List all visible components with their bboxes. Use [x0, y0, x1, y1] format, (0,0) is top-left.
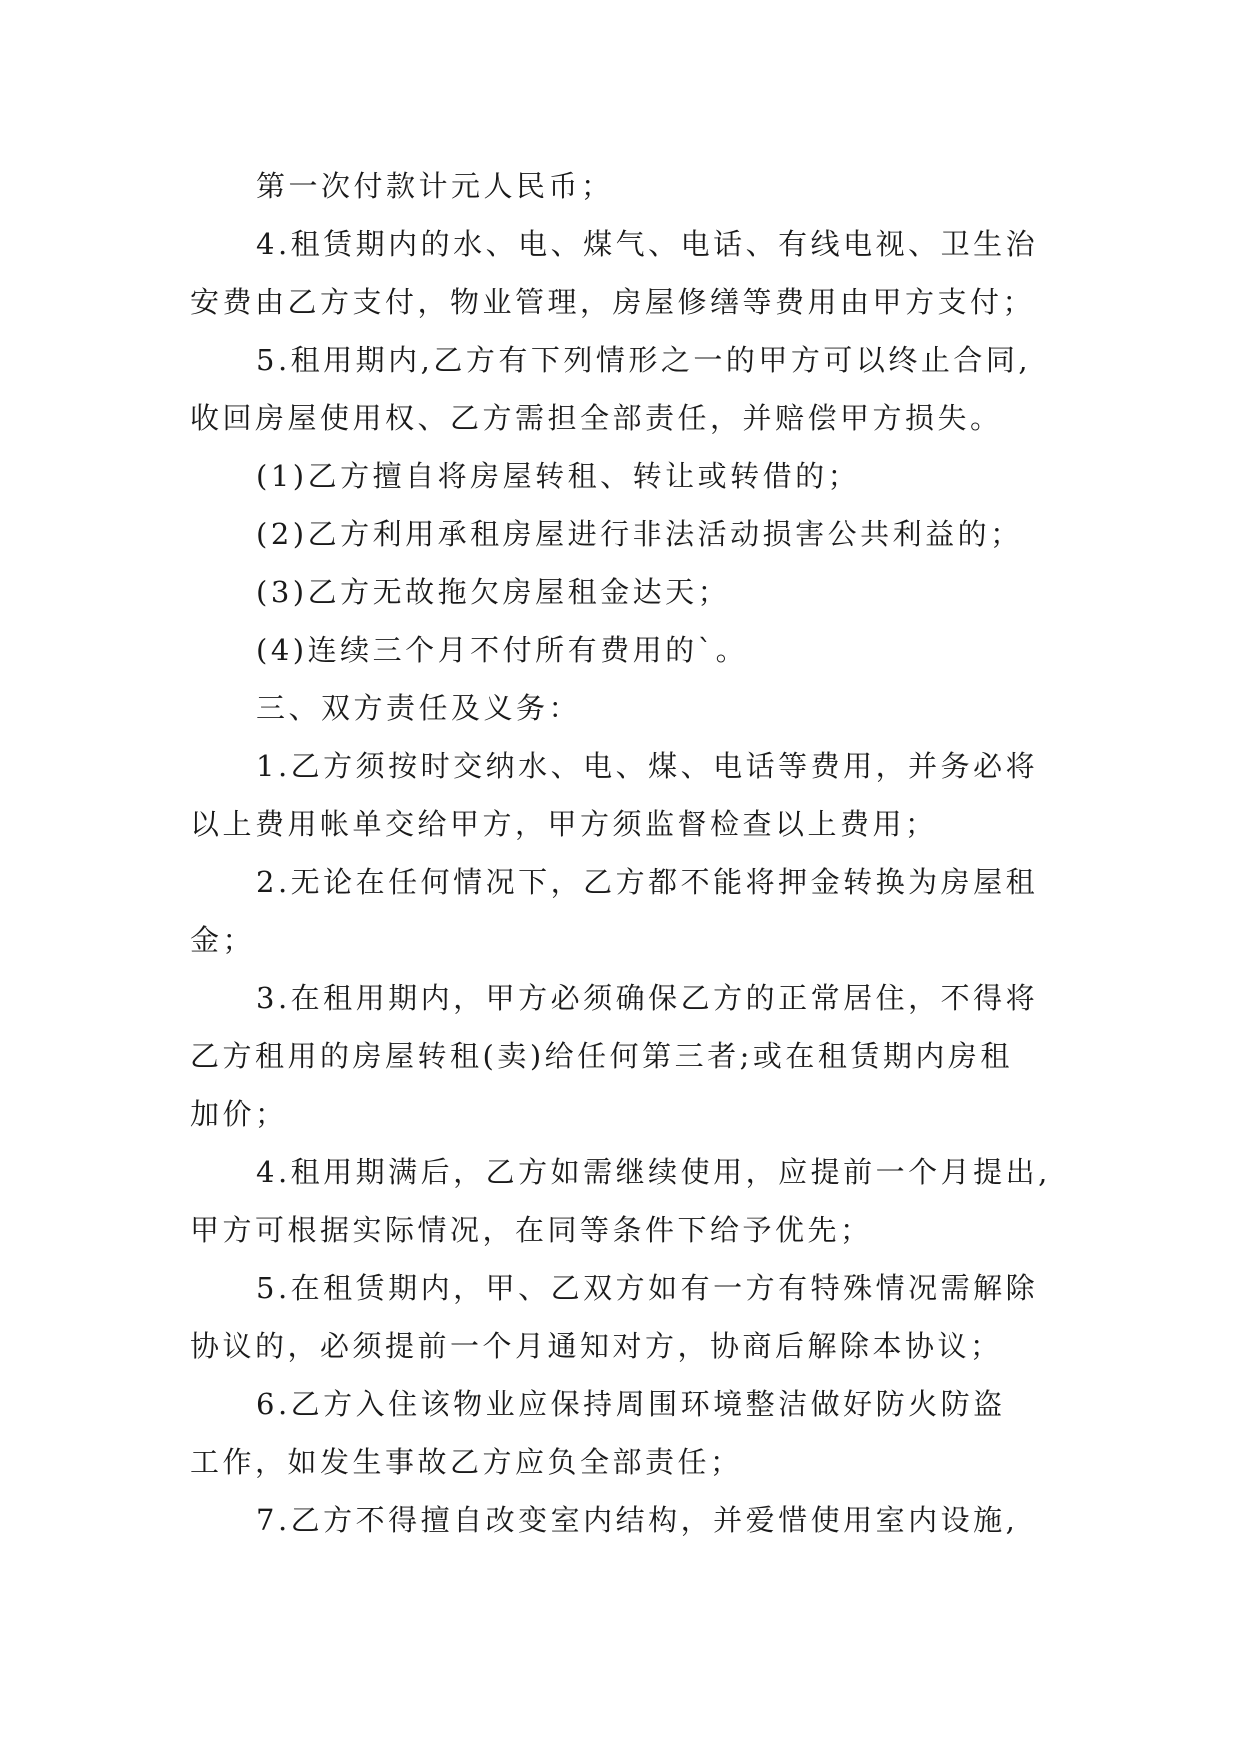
text-line: 7.乙方不得擅自改变室内结构，并爱惜使用室内设施, — [256, 1503, 1019, 1537]
text-line: 安费由乙方支付，物业管理，房屋修缮等费用由甲方支付； — [190, 285, 1036, 319]
text-line: 第一次付款计元人民币； — [256, 169, 614, 203]
text-line: 1.乙方须按时交纳水、电、煤、电话等费用，并务必将 — [256, 749, 1039, 783]
text-line: 以上费用帐单交给甲方，甲方须监督检查以上费用； — [190, 807, 938, 841]
text-line: 甲方可根据实际情况，在同等条件下给予优先； — [190, 1213, 873, 1247]
paragraph-item-4-fees — [190, 215, 1052, 331]
paragraph-duty-4 — [190, 1143, 1052, 1259]
paragraph-sub-2 — [190, 505, 1052, 563]
paragraph-duty-1 — [190, 737, 1052, 853]
text-line: 加价； — [190, 1097, 288, 1131]
text-line: (3)乙方无故拖欠房屋租金达天； — [256, 575, 731, 609]
text-line: 工作，如发生事故乙方应负全部责任； — [190, 1445, 743, 1479]
text-line: 三、双方责任及义务： — [256, 691, 582, 725]
text-line: 协议的，必须提前一个月通知对方，协商后解除本协议； — [190, 1329, 1003, 1363]
paragraph-sub-3 — [190, 563, 1052, 621]
paragraph-duty-6 — [190, 1375, 1052, 1491]
text-line: (2)乙方利用承租房屋进行非法活动损害公共利益的； — [256, 517, 1023, 551]
text-line: 4.租赁期内的水、电、煤气、电话、有线电视、卫生治 — [256, 227, 1039, 261]
paragraph-duty-5 — [190, 1259, 1052, 1375]
text-line: 3.在租用期内，甲方必须确保乙方的正常居住，不得将 — [256, 981, 1039, 1015]
document-body — [190, 157, 1052, 1549]
text-line: 金； — [190, 923, 256, 957]
paragraph-payment — [190, 157, 1052, 215]
text-line: 5.租用期内,乙方有下列情形之一的甲方可以终止合同, — [256, 343, 1032, 377]
text-line: 5.在租赁期内，甲、乙双方如有一方有特殊情况需解除 — [256, 1271, 1039, 1305]
text-line: 4.租用期满后，乙方如需继续使用，应提前一个月提出, — [256, 1155, 1051, 1189]
paragraph-item-5-termination — [190, 331, 1052, 447]
paragraph-duty-2 — [190, 853, 1052, 969]
text-line: (1)乙方擅自将房屋转租、转让或转借的； — [256, 459, 861, 493]
paragraph-duty-7 — [190, 1491, 1052, 1549]
paragraph-sub-1 — [190, 447, 1052, 505]
paragraph-sub-4 — [190, 621, 1052, 679]
text-line: 乙方租用的房屋转租(卖)给任何第三者;或在租赁期内房租 — [190, 1039, 1013, 1073]
text-line: 2.无论在任何情况下，乙方都不能将押金转换为房屋租 — [256, 865, 1039, 899]
paragraph-duty-3 — [190, 969, 1052, 1143]
text-line: 6.乙方入住该物业应保持周围环境整洁做好防火防盗 — [256, 1387, 1006, 1421]
section-heading-3 — [190, 679, 1052, 737]
text-line: (4)连续三个月不付所有费用的`。 — [256, 633, 749, 667]
text-line: 收回房屋使用权、乙方需担全部责任，并赔偿甲方损失。 — [190, 401, 1003, 435]
